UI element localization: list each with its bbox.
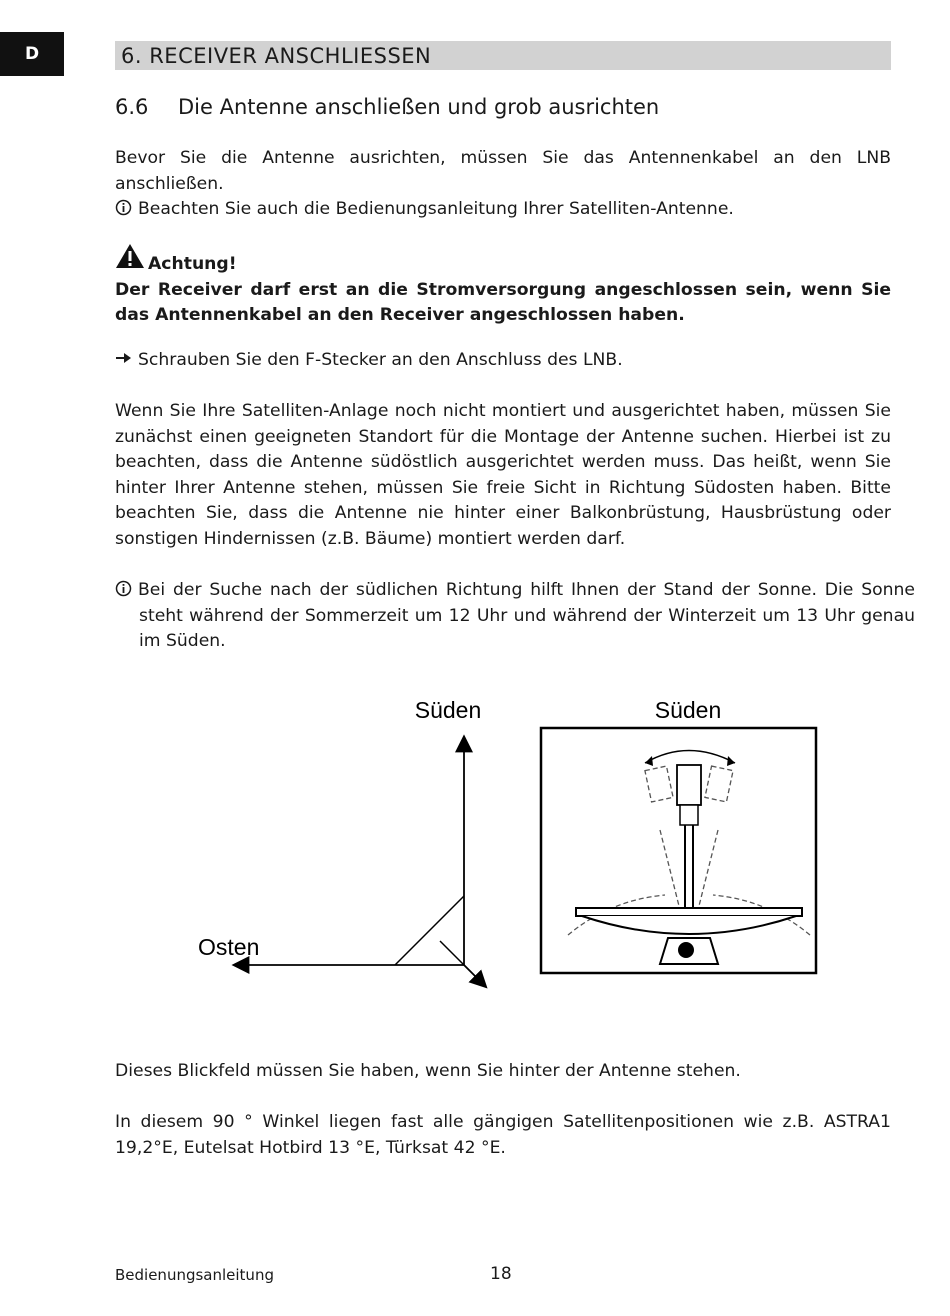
info-circle-icon <box>115 578 138 604</box>
footer-manual-label: Bedienungsanleitung <box>115 1266 274 1284</box>
step-1-text: Schrauben Sie den F-Stecker an den Anschluss des LNB. <box>138 350 623 370</box>
orientation-figure <box>190 690 830 1000</box>
south-label-left: Süden <box>414 697 482 723</box>
info-note-2 <box>115 578 915 655</box>
warning-block <box>115 243 891 329</box>
location-paragraph: Wenn Sie Ihre Satelliten-Anlage noch nicht montiert und ausgerichtet haben, müssen Sie zunächst einen geeigneten Standort für die Montage der Antenne suchen. Hierbei ist zu beachten, dass die Antenne südöstlich ausgerichtet werden muss. Das heißt, wenn Sie hinter Ihrer Antenne stehen, müssen Sie freie Sicht in Richtung Südosten haben. Bitte beachten Sie, dass die Antenne nie hinter einer Balkonbrüstung, Hausbrüstung oder sonstigen Hindernissen (z.B. Bäume) montiert werden darf. <box>115 401 891 549</box>
intro-paragraph: Bevor Sie die Antenne ausrichten, müssen Sie das Antennenkabel an den LNB anschließen. <box>115 148 891 194</box>
warning-text: Der Receiver darf erst an die Stromversorgung angeschlossen sein, wenn Sie das Antennenkabel an den Receiver angeschlossen haben. <box>115 279 891 325</box>
arrow-right-icon <box>115 348 138 374</box>
info-note-1-text: Beachten Sie auch die Bedienungsanleitung Ihrer Satelliten-Antenne. <box>138 199 734 219</box>
compass-diagram <box>235 738 485 986</box>
east-label: Osten <box>198 934 260 960</box>
view-paragraph: Dieses Blickfeld müssen Sie haben, wenn Sie hinter der Antenne stehen. <box>115 1061 741 1081</box>
page-number: 18 <box>490 1264 512 1284</box>
info-note-2-text: Bei der Suche nach der südlichen Richtung hilft Ihnen der Stand der Sonne. Die Sonne steht während der Sommerzeit um 12 Uhr und während der Winterzeit um 13 Uhr genau im Süden. <box>138 580 915 651</box>
language-tab: D <box>0 32 64 76</box>
south-label-right: Süden <box>654 697 722 723</box>
antenna-illustration <box>541 728 816 973</box>
angle-bisector <box>440 941 464 965</box>
info-circle-icon <box>115 197 138 223</box>
info-note-1 <box>115 197 891 223</box>
section-heading <box>115 95 659 119</box>
warning-triangle-icon <box>115 243 148 278</box>
southeast-arrow <box>464 965 485 986</box>
section-title: Die Antenne anschließen und grob ausrichten <box>178 95 660 119</box>
section-number: 6.6 <box>115 95 149 119</box>
step-1 <box>115 348 891 374</box>
warning-title: Achtung! <box>148 254 237 274</box>
angle-paragraph: In diesem 90 ° Winkel liegen fast alle gängigen Satellitenpositionen wie z.B. ASTRA1 19,2°E, Eutelsat Hotbird 13 °E, Türksat 42 °E. <box>115 1112 891 1158</box>
chapter-title: 6. RECEIVER ANSCHLIESSEN <box>121 44 432 68</box>
